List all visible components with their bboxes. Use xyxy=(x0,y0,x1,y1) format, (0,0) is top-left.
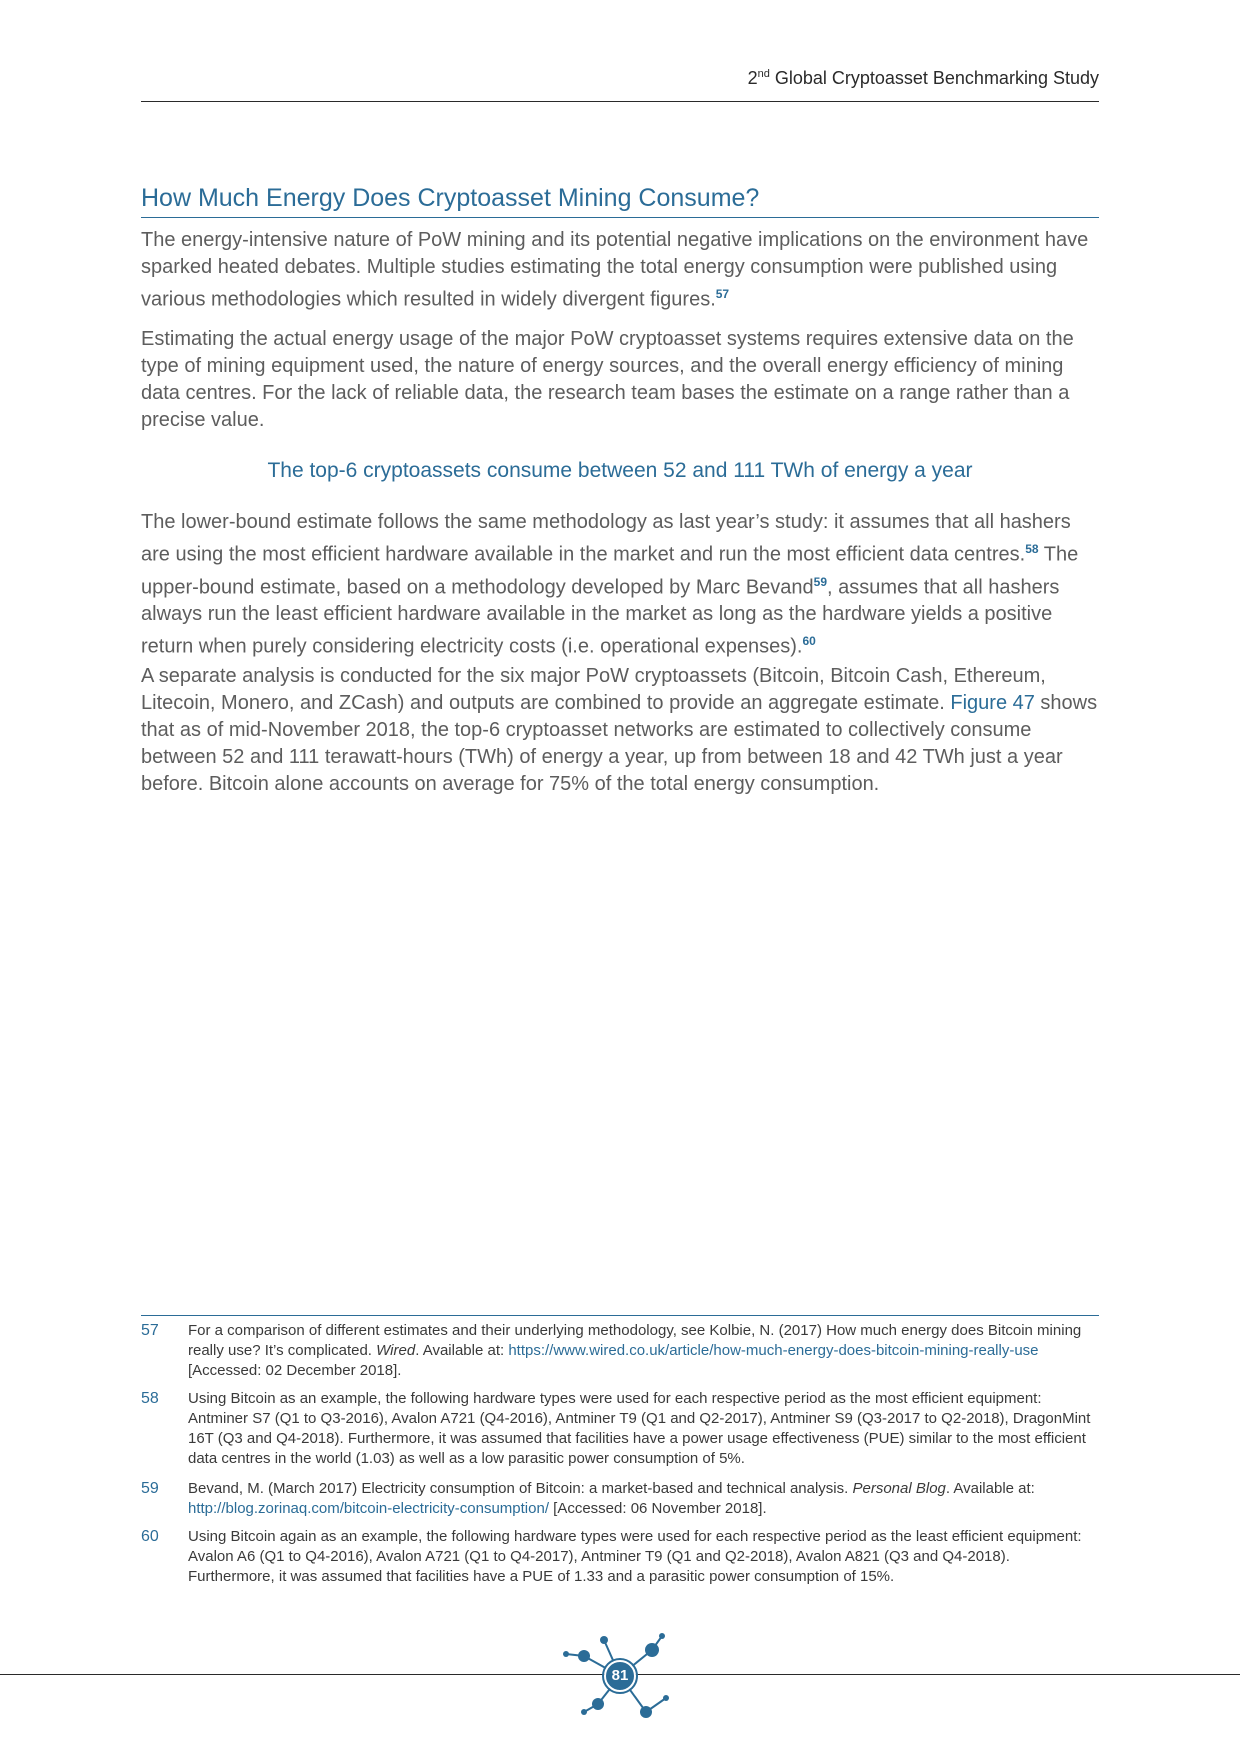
footnote-number: 60 xyxy=(141,1528,159,1545)
footnote-59 xyxy=(141,1479,1099,1519)
running-header xyxy=(141,68,1099,89)
footnote-number: 59 xyxy=(141,1480,159,1497)
footnote-57 xyxy=(141,1321,1099,1381)
paragraph-4-text-b: shows that as of mid-November 2018, the top-6 cryptoasset networks are estimated to collectively consume between 52 and 111 terawatt-hours (TWh) of energy a year, up from between 18 and 42 TWh just a year before. Bitcoin alone accounts on average for 75% of the total energy consumption. xyxy=(141,692,1098,795)
key-finding-callout: The top-6 cryptoassets consume between 52 and 111 TWh of energy a year xyxy=(267,459,973,482)
footnote-text: Using Bitcoin as an example, the following hardware types were used for each respective period as the most efficient equipment: Antminer S7 (Q1 to Q3-2016), Avalon A721 (Q4-2016), Antminer T9 (Q1 and Q2-2017), Antminer S9 (Q3-2017 to Q2-2018), DragonMint 16T (Q3 and Q4-2018). Furthermore, it was assumed that facilities have a power usage effectiveness (PUE) similar to the most efficient data centres in the world (1.03) as well as a low parasitic power consumption of 5%. xyxy=(188,1390,1091,1467)
figure-47-link[interactable]: Figure 47 xyxy=(950,692,1035,714)
footnote-ref-58[interactable]: 58 xyxy=(1025,542,1039,556)
paragraph-1 xyxy=(141,227,1099,314)
footnote-ref-59[interactable]: 59 xyxy=(813,574,828,589)
paragraph-3 xyxy=(141,509,1099,661)
paragraph-4 xyxy=(141,663,1099,798)
footnote-ref-60[interactable]: 60 xyxy=(802,634,816,649)
footnote-text xyxy=(188,1321,1099,1381)
footnote-57-text-c: [Accessed: 02 December 2018]. xyxy=(188,1362,402,1379)
footnote-57-url[interactable]: https://www.wired.co.uk/article/how-much-energy-does-bitcoin-mining-really-use xyxy=(508,1342,1039,1359)
footnote-59-url[interactable]: http://blog.zorinaq.com/bitcoin-electricity-consumption/ xyxy=(188,1500,549,1517)
footnote-59-text-b: . Available at: xyxy=(945,1480,1035,1497)
footnote-59-text-c: [Accessed: 06 November 2018]. xyxy=(549,1500,767,1517)
paragraph-3-text-b: The upper-bound estimate, based on a methodology developed by Marc Bevand xyxy=(141,543,1079,599)
footnote-text: Using Bitcoin again as an example, the following hardware types were used for each respective period as the least efficient equipment: Avalon A6 (Q1 to Q4-2016), Avalon A721 (Q1 to Q4-2017), Antminer T9 (Q1 and Q2-2018), Avalon A821 (Q3 and Q4-2018). Furthermore, it was assumed that facilities have a PUE of 1.33 and a parasitic power consumption of 15%. xyxy=(188,1528,1082,1585)
page-number: 81 xyxy=(611,1667,629,1684)
footnote-number: 57 xyxy=(141,1322,159,1339)
footnote-number: 58 xyxy=(141,1390,159,1407)
footnote-57-source: Wired xyxy=(376,1342,416,1359)
footnote-text xyxy=(188,1479,1099,1519)
paragraph-3-text-c: , assumes that all hashers always run the least efficient hardware available in the market as long as the hardware yields a positive return when purely considering electricity costs (i.e. operational expenses). xyxy=(141,576,1060,658)
footnote-57-text-a: For a comparison of different estimates and their underlying methodology, see Kolbie, N. (2017) How much energy does Bitcoin mining really use? It’s complicated. xyxy=(188,1322,1082,1359)
paragraph-4-text-a: A separate analysis is conducted for the six major PoW cryptoassets (Bitcoin, Bitcoin Cash, Ethereum, Litecoin, Monero, and ZCash) and outputs are combined to provide an aggregate estimate. xyxy=(141,665,1046,714)
footnote-divider xyxy=(141,1315,1099,1316)
header-title-prefix: 2 xyxy=(747,68,758,88)
header-title-rest: Global Cryptoasset Benchmarking Study xyxy=(769,68,1099,88)
header-divider xyxy=(141,101,1099,102)
footnote-ref-57[interactable]: 57 xyxy=(715,287,730,301)
header-title-superscript: nd xyxy=(757,68,770,80)
footnote-58 xyxy=(141,1389,1099,1469)
footnote-59-text-a: Bevand, M. (March 2017) Electricity consumption of Bitcoin: a market-based and technical analysis. xyxy=(188,1480,853,1497)
footnote-60 xyxy=(141,1527,1099,1587)
section-title: How Much Energy Does Cryptoasset Mining Consume? xyxy=(141,184,1099,218)
paragraph-2: Estimating the actual energy usage of the major PoW cryptoasset systems requires extensive data on the type of mining equipment used, the nature of energy sources, and the overall energy efficiency of mining data centres. For the lack of reliable data, the research team bases the estimate on a range rather than a precise value. xyxy=(141,328,1074,431)
paragraph-3-text-a: The lower-bound estimate follows the same methodology as last year’s study: it assumes that all hashers are using the most efficient hardware available in the market and run the most efficient data centres. xyxy=(141,511,1071,566)
footnote-59-source: Personal Blog xyxy=(852,1480,946,1497)
paragraph-1-text: The energy-intensive nature of PoW mining and its potential negative implications on the environment have sparked heated debates. Multiple studies estimating the total energy consumption were published using various methodologies which resulted in widely divergent figures. xyxy=(141,229,1089,311)
footnote-57-text-b: . Available at: xyxy=(415,1342,509,1359)
